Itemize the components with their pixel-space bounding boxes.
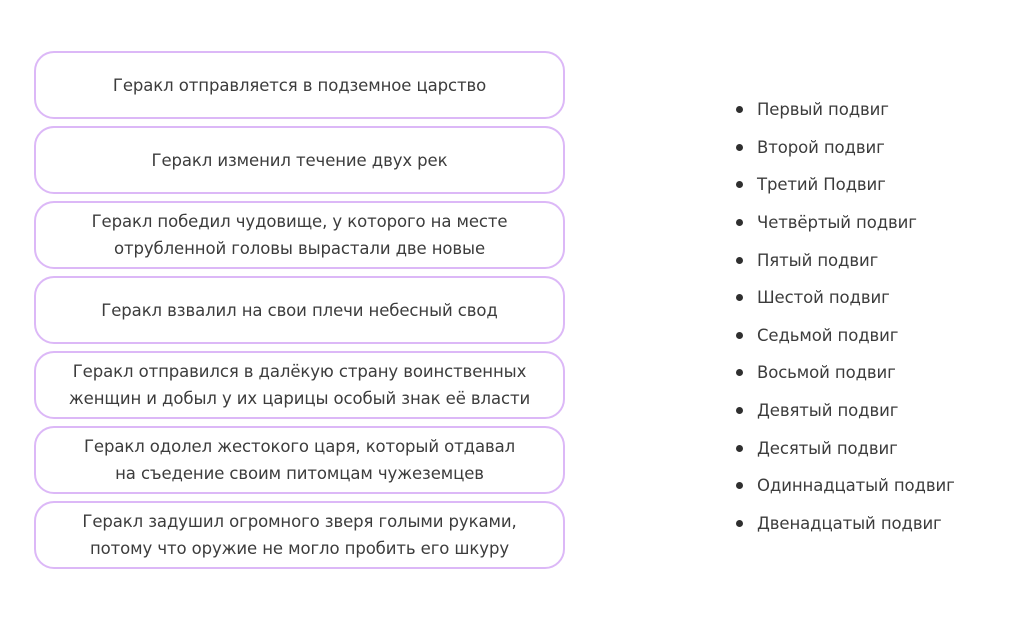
bullet-icon [736,219,743,226]
list-item [736,204,955,242]
card-text: Геракл отправляется в подземное царство [112,75,487,95]
bullet-icon [736,181,743,188]
bullet-icon [736,332,743,339]
list-item-label: Седьмой подвиг [757,325,899,345]
bullet-icon [736,369,743,376]
list-item [736,91,955,129]
card-text: Геракл одолел жестокого царя, который отдавал на съедение своим питомцам чужеземцев [83,437,516,483]
list-item [736,279,955,317]
draggable-card[interactable] [34,51,565,119]
list-item-label: Девятый подвиг [757,401,899,421]
list-item [736,166,955,204]
list-item [736,392,955,430]
list-item-label: Шестой подвиг [757,288,890,308]
list-item-label: Двенадцатый подвиг [757,513,942,533]
bullet-icon [736,520,743,527]
bullet-icon [736,144,743,151]
bullet-icon [736,294,743,301]
list-item [736,505,955,543]
card-text: Геракл отправился в далёкую страну воинственных женщин и добыл у их царицы особый знак её власти [68,362,531,408]
list-item-label: Одиннадцатый подвиг [757,476,955,496]
draggable-card[interactable] [34,426,565,494]
draggable-card[interactable] [34,126,565,194]
list-item [736,429,955,467]
list-item [736,241,955,279]
bullet-icon [736,257,743,264]
list-item [736,354,955,392]
draggable-card[interactable] [34,201,565,269]
card-text: Геракл задушил огромного зверя голыми руками, потому что оружие не могло пробить его шкуру [82,512,517,558]
list-item [736,317,955,355]
list-item-label: Четвёртый подвиг [757,213,917,233]
card-text: Геракл победил чудовище, у которого на месте отрубленной головы вырастали две новые [91,212,508,258]
draggable-card[interactable] [34,276,565,344]
draggable-card[interactable] [34,501,565,569]
list-item-label: Первый подвиг [757,100,889,120]
list-item-label: Восьмой подвиг [757,363,896,383]
bullet-icon [736,106,743,113]
labors-list [736,91,955,542]
draggable-cards-column [34,51,565,576]
card-text: Геракл взвалил на свои плечи небесный свод [101,300,498,320]
bullet-icon [736,445,743,452]
bullet-icon [736,482,743,489]
list-item [736,467,955,505]
list-item [736,129,955,167]
list-item-label: Десятый подвиг [757,438,898,458]
list-item-label: Второй подвиг [757,137,885,157]
list-item-label: Третий Подвиг [757,175,886,195]
bullet-icon [736,407,743,414]
draggable-card[interactable] [34,351,565,419]
list-item-label: Пятый подвиг [757,250,879,270]
card-text: Геракл изменил течение двух рек [151,150,448,170]
